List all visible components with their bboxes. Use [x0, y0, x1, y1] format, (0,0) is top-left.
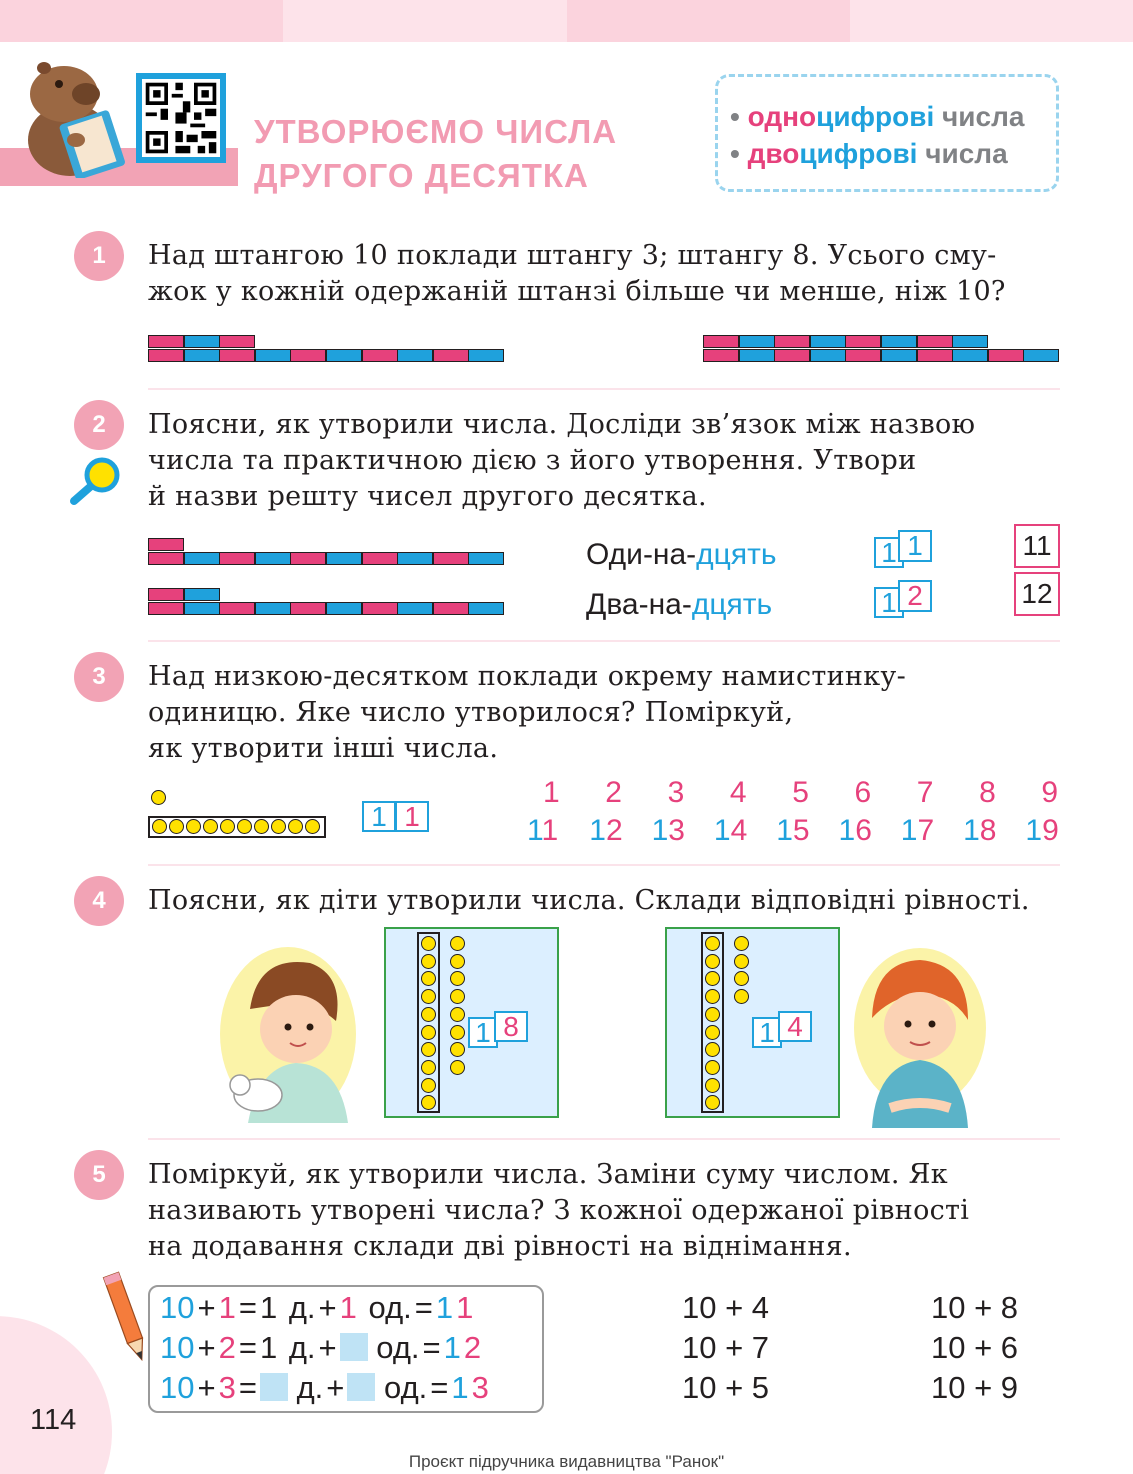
bead	[734, 989, 749, 1004]
equation-part: 1	[218, 1290, 236, 1325]
page-corner	[0, 1316, 112, 1474]
divider	[148, 640, 1060, 642]
units-digit: 9	[1042, 814, 1059, 847]
teen-number	[776, 814, 809, 848]
text-line: Поясни, як утворили числа. Досліди зв’язок між назвою	[148, 409, 976, 440]
units-number: 8	[979, 776, 996, 809]
bead	[152, 819, 167, 834]
rod-ten-segment	[219, 552, 255, 565]
units-card: 8	[494, 1011, 528, 1042]
rod-unit-segment	[952, 335, 988, 348]
units-digit: 7	[917, 814, 935, 847]
rod-ten-segment	[326, 349, 362, 362]
tens-card: 1	[468, 1017, 498, 1048]
rod-ten-segment	[774, 349, 810, 362]
rod-ten-segment	[148, 602, 184, 615]
rod-ten-segment	[917, 349, 953, 362]
keyword-item	[730, 98, 1024, 135]
task-2-text	[148, 407, 975, 515]
units-number: 7	[916, 776, 934, 809]
equation-part: 10	[160, 1330, 195, 1365]
bead	[705, 954, 720, 969]
rod-ten-segment	[255, 349, 291, 362]
equation-part: д.	[287, 1370, 324, 1405]
header-band-1	[0, 0, 283, 42]
bead	[705, 989, 720, 1004]
number-box-11: 11	[1014, 524, 1060, 568]
text-line: на додавання склади дві рівності на віднімання.	[148, 1231, 852, 1262]
bead-string-10	[148, 816, 326, 838]
rod-ten-segment	[845, 349, 881, 362]
rod-ten-segment	[362, 602, 398, 615]
title-line-2: ДРУГОГО ДЕСЯТКА	[254, 157, 589, 194]
rod-unit-segment	[810, 335, 846, 348]
rod-ten-segment	[148, 349, 184, 362]
bead	[271, 819, 286, 834]
equation-part: =	[238, 1290, 257, 1325]
example-equation	[160, 1330, 484, 1366]
rod-ten-segment	[810, 349, 846, 362]
teen-number	[901, 814, 934, 848]
rod-ten-segment	[881, 349, 917, 362]
word-part: Два-на-	[586, 588, 692, 621]
equation-part: од.	[375, 1370, 428, 1405]
sum-expression: 10 + 9	[931, 1370, 1019, 1405]
ten-bead-column	[417, 932, 440, 1113]
equation-part: 1	[451, 1370, 469, 1405]
rod-ten-segment	[290, 602, 326, 615]
task-number-badge: 5	[74, 1150, 124, 1200]
footer-text: Проєкт підручника видавництва "Ранок"	[408, 1452, 725, 1471]
page-title	[254, 110, 617, 198]
page-number: 114	[30, 1404, 77, 1436]
bead	[705, 936, 720, 951]
rod-ten-segment	[255, 602, 291, 615]
units-number: 5	[792, 776, 809, 809]
equation-part: +	[197, 1290, 216, 1325]
keyword-noun: числа	[942, 101, 1025, 132]
keyword-item	[730, 135, 1024, 172]
equation-part: =	[430, 1370, 449, 1405]
units-number: 6	[854, 776, 872, 809]
equation-part: 10	[160, 1370, 195, 1405]
divider	[148, 1138, 1060, 1140]
units-number: 4	[729, 776, 747, 809]
tens-digit: 1	[776, 814, 793, 847]
rod-unit-segment	[881, 335, 917, 348]
equation-part: 1	[339, 1290, 357, 1325]
rod-ten-segment	[184, 349, 220, 362]
answer-blank[interactable]	[347, 1373, 375, 1401]
example-equation	[160, 1370, 492, 1406]
bullet: •	[730, 138, 740, 169]
rod-ten-segment	[184, 552, 220, 565]
rod-ten-segment	[468, 349, 504, 362]
text-line: числа та практичною дією з його утворення. Утвори	[148, 445, 917, 476]
equation-part: +	[197, 1330, 216, 1365]
task-1-text	[148, 238, 1006, 310]
rod-10-with-8	[703, 334, 1063, 364]
units-card: 1	[395, 801, 429, 832]
units-digit: 5	[792, 814, 810, 847]
text-line: жок у кожній одержаній штанзі більше чи менше, ніж 10?	[148, 276, 1006, 307]
bead	[186, 819, 201, 834]
bead	[705, 1095, 720, 1110]
task-3-text	[148, 659, 906, 767]
text-line: одиницю. Яке число утворилося? Поміркуй,	[148, 697, 794, 728]
teen-number	[527, 814, 558, 848]
tens-digit: 1	[838, 814, 856, 847]
girl-illustration	[850, 948, 990, 1128]
task-number-badge: 1	[74, 231, 124, 281]
sum-expression: 10 + 7	[682, 1330, 770, 1365]
equation-part: 1	[259, 1290, 278, 1325]
rod-ten-segment	[290, 349, 326, 362]
title-line-1: УТВОРЮЄМО ЧИСЛА	[254, 113, 618, 150]
keyword-prefix: дво	[747, 138, 800, 169]
rod-10-with-3	[148, 334, 508, 364]
example-equation	[160, 1290, 476, 1326]
bead	[734, 936, 749, 951]
equation-part: =	[422, 1330, 441, 1365]
text-line: Поміркуй, як утворили числа. Заміни суму числом. Як	[148, 1159, 948, 1190]
tens-digit: 1	[900, 814, 918, 847]
sum-expression: 10 + 5	[682, 1370, 770, 1405]
rod-ten-segment	[433, 349, 469, 362]
rod-unit-segment	[739, 335, 775, 348]
bead	[450, 1025, 465, 1040]
sum-expression: 10 + 6	[931, 1330, 1019, 1365]
keyword-prefix: одно	[747, 101, 817, 132]
teen-number	[589, 814, 622, 848]
tens-digit: 1	[527, 814, 542, 847]
text-line: називають утворені числа? З кожної одержаної рівності	[148, 1195, 970, 1226]
equation-part: =	[238, 1330, 257, 1365]
bead	[421, 989, 436, 1004]
rod-ten-segment	[362, 552, 398, 565]
bead	[705, 1078, 720, 1093]
bead	[237, 819, 252, 834]
tens-digit: 1	[713, 814, 731, 847]
equation-part: +	[318, 1290, 337, 1325]
text-line: Над низкою-десятком поклади окрему намистинку-	[148, 661, 907, 692]
bead	[421, 936, 436, 951]
rod-unit-segment	[148, 538, 184, 551]
tens-digit: 1	[589, 814, 606, 847]
tens-digit: 1	[1025, 814, 1043, 847]
rod-unit-segment	[845, 335, 881, 348]
equation-part: 3	[471, 1370, 489, 1405]
answer-blank[interactable]	[260, 1373, 288, 1401]
equation-part: д.	[280, 1290, 316, 1325]
bead	[450, 1060, 465, 1075]
equation-part: 1	[443, 1330, 461, 1365]
magnifier-icon	[68, 455, 124, 507]
rod-ten-segment	[397, 349, 433, 362]
keyword-root: цифрові	[816, 101, 935, 132]
bullet: •	[730, 101, 740, 132]
task-number-badge: 2	[74, 400, 124, 450]
rod-ten-segment	[397, 602, 433, 615]
bead	[705, 1025, 720, 1040]
rod-ten-segment	[326, 602, 362, 615]
rod-ten-segment	[703, 349, 739, 362]
pencil-icon	[102, 1268, 152, 1364]
bead	[421, 971, 436, 986]
rod-unit-segment	[219, 335, 255, 348]
boy-with-cat-illustration	[218, 945, 358, 1123]
equation-part: 3	[218, 1370, 236, 1405]
answer-blank[interactable]	[340, 1333, 368, 1361]
units-digit: 6	[855, 814, 872, 847]
bead	[705, 1060, 720, 1075]
text-line: Над штангою 10 поклади штангу 3; штангу 8. Усього сму-	[148, 240, 997, 271]
bead	[203, 819, 218, 834]
word-suffix: дцять	[696, 538, 777, 571]
task-5-text	[148, 1157, 969, 1265]
units-card: 4	[778, 1011, 812, 1042]
ten-bead-column	[701, 932, 724, 1113]
units-number: 2	[605, 776, 622, 809]
units-digit: 1	[541, 814, 559, 847]
units-number: 3	[667, 776, 685, 809]
rod-ten-segment	[1023, 349, 1059, 362]
bead	[288, 819, 303, 834]
qr-code-icon	[142, 79, 220, 157]
word-part: Оди-на-	[586, 538, 697, 571]
bead	[220, 819, 235, 834]
word-suffix: дцять	[691, 588, 773, 621]
units-card: 2	[898, 580, 932, 612]
rod-unit-segment	[917, 335, 953, 348]
tens-card: 1	[752, 1017, 782, 1048]
rod-unit-segment	[774, 335, 810, 348]
tens-card: 1	[874, 587, 904, 618]
keyword-root: цифрові	[799, 138, 918, 169]
task-number-badge: 3	[74, 652, 124, 702]
rod-ten-segment	[290, 552, 326, 565]
bead	[450, 954, 465, 969]
rod-unit-segment	[184, 588, 220, 601]
rod-ten-segment	[255, 552, 291, 565]
equation-part: +	[326, 1370, 345, 1405]
text-line: Поясни, як діти утворили числа. Склади відповідні рівності.	[148, 885, 1030, 916]
bead	[450, 936, 465, 951]
tens-card: 1	[874, 537, 904, 568]
bead	[254, 819, 269, 834]
header-band-2	[283, 0, 567, 42]
rod-ten-segment	[988, 349, 1024, 362]
equation-part: 1	[259, 1330, 278, 1365]
number-name-11	[586, 538, 776, 572]
bead	[421, 1060, 436, 1075]
rod-ten-segment	[219, 602, 255, 615]
rod-unit-segment	[148, 588, 184, 601]
bead	[305, 819, 320, 834]
text-line: й назви решту чисел другого десятка.	[148, 481, 707, 512]
equation-part: од.	[367, 1330, 420, 1365]
equation-part: 2	[463, 1330, 482, 1365]
teen-number	[1025, 814, 1058, 848]
bead	[421, 1095, 436, 1110]
rod-ten-segment	[148, 552, 184, 565]
rod-ten-segment	[326, 552, 362, 565]
teen-number	[652, 814, 685, 848]
bead	[705, 971, 720, 986]
number-name-12	[586, 588, 772, 622]
bead	[169, 819, 184, 834]
equation-part: 1	[456, 1290, 474, 1325]
header-band-4	[850, 0, 1133, 42]
rod-ten-segment	[952, 349, 988, 362]
rod-10-with-2	[148, 587, 508, 617]
divider	[148, 388, 1060, 390]
bead	[421, 1025, 436, 1040]
tens-card: 1	[362, 801, 396, 832]
rod-ten-segment	[433, 552, 469, 565]
equation-part: од.	[359, 1290, 412, 1325]
bead	[421, 954, 436, 969]
keywords-list	[730, 98, 1024, 172]
equation-part: =	[238, 1370, 257, 1405]
sum-expression: 10 + 4	[682, 1290, 770, 1325]
rod-10-with-1	[148, 537, 508, 567]
rod-ten-segment	[219, 349, 255, 362]
qr-code[interactable]	[136, 73, 226, 163]
capybara-mascot-icon	[14, 54, 126, 178]
rod-ten-segment	[397, 552, 433, 565]
units-digit: 2	[605, 814, 623, 847]
bead	[450, 989, 465, 1004]
rod-unit-segment	[184, 335, 220, 348]
rod-ten-segment	[468, 552, 504, 565]
units-number: 1	[543, 776, 560, 809]
equation-part: =	[414, 1290, 433, 1325]
rod-ten-segment	[362, 349, 398, 362]
sum-expression: 10 + 8	[931, 1290, 1019, 1325]
equation-part: 2	[218, 1330, 236, 1365]
equation-part: +	[197, 1370, 216, 1405]
header-band-3	[567, 0, 850, 42]
keyword-noun: числа	[925, 138, 1008, 169]
rod-unit-segment	[703, 335, 739, 348]
bead	[705, 1007, 720, 1022]
number-box-12: 12	[1014, 572, 1060, 616]
rod-ten-segment	[468, 602, 504, 615]
units-card: 1	[898, 530, 932, 562]
equation-part: д.	[280, 1330, 316, 1365]
rod-ten-segment	[739, 349, 775, 362]
rod-unit-segment	[148, 335, 184, 348]
units-number: 9	[1041, 776, 1059, 809]
text-line: як утворити інші числа.	[148, 733, 499, 764]
task-4-text	[148, 883, 1030, 919]
equation-part: 1	[435, 1290, 454, 1325]
equation-part: +	[318, 1330, 337, 1365]
units-digit: 4	[730, 814, 748, 847]
teen-number	[714, 814, 747, 848]
tens-digit: 1	[963, 814, 980, 847]
teen-number	[839, 814, 872, 848]
teen-number	[963, 814, 996, 848]
bead	[705, 1042, 720, 1057]
divider	[148, 864, 1060, 866]
rod-ten-segment	[433, 602, 469, 615]
bead	[421, 1042, 436, 1057]
tens-digit: 1	[651, 814, 669, 847]
equation-part: 10	[160, 1290, 195, 1325]
single-bead	[151, 790, 166, 805]
units-digit: 8	[979, 814, 997, 847]
bead	[734, 954, 749, 969]
bead	[421, 1007, 436, 1022]
bead	[421, 1078, 436, 1093]
bead	[450, 1007, 465, 1022]
units-digit: 3	[668, 814, 685, 847]
rod-ten-segment	[184, 602, 220, 615]
task-number-badge: 4	[74, 876, 124, 926]
